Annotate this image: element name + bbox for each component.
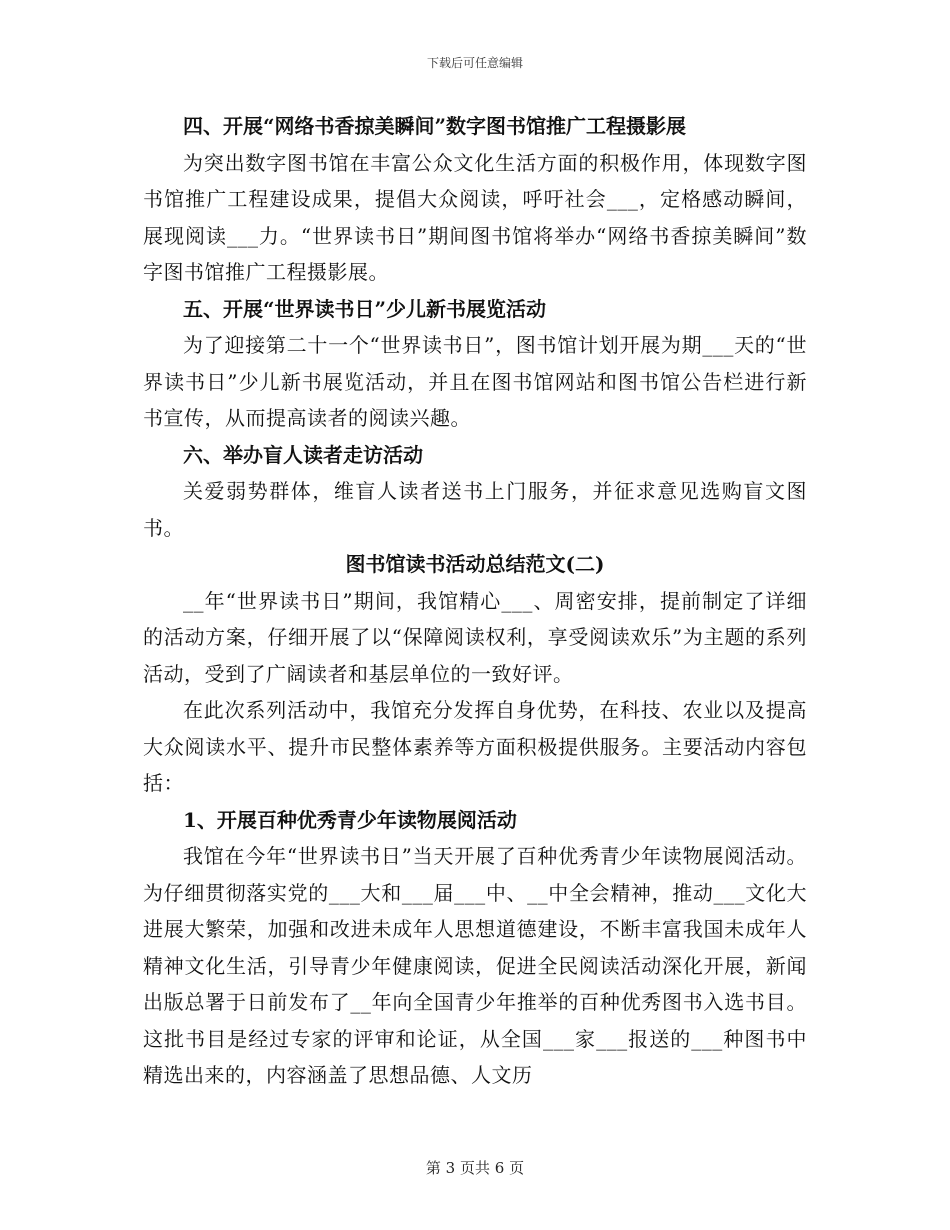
- article-intro-paragraph: __年“世界读书日”期间，我馆精心___、周密安排，提前制定了详细的活动方案，仔细开展了以“保障阅读权利，享受阅读欢乐”为主题的系列活动，受到了广阔读者和基层单位的一致好评。: [143, 588, 807, 686]
- document-body: [143, 108, 807, 1094]
- section-paragraph: 关爱弱势群体，维盲人读者送书上门服务，并征求意见选购盲文图书。: [143, 479, 807, 540]
- section-paragraph: 为突出数字图书馆在丰富公众文化生活方面的积极作用，体现数字图书馆推广工程建设成果，提倡大众阅读，呼吁社会___，定格感动瞬间，展现阅读___力。“世界读书日”期间图书馆将举办“网络书香掠美瞬间”数字图书馆推广工程摄影展。: [143, 150, 807, 284]
- section-heading: 六、举办盲人读者走访活动: [183, 442, 423, 467]
- subsection-heading: 1、开展百种优秀青少年读物展阅活动: [183, 807, 517, 832]
- page-header: 下载后可任意编辑: [426, 56, 523, 70]
- subsection-paragraph: 我馆在今年“世界读书日”当天开展了百种优秀青少年读物展阅活动。为仔细贯彻落实党的___大和___届___中、__中全会精神，推动___文化大进展大繁荣，加强和改进未成年人思想道德建设，不断丰富我国未成年人精神文化生活，引导青少年健康阅读，促进全民阅读活动深化开展，新闻出版总署于日前发布了__年向全国青少年推举的百种优秀图书入选书目。这批书目是经过专家的评审和论证，从全国___家___报送的___种图书中精选出来的，内容涵盖了思想品德、人文历: [143, 844, 807, 1087]
- page-footer: 第 3 页共 6 页: [425, 1159, 525, 1177]
- article-intro-paragraph: 在此次系列活动中，我馆充分发挥自身优势，在科技、农业以及提高大众阅读水平、提升市民整体素养等方面积极提供服务。主要活动内容包括：: [143, 698, 807, 795]
- section-heading: 五、开展“世界读书日”少儿新书展览活动: [183, 296, 547, 321]
- section-paragraph: 为了迎接第二十一个“世界读书日”，图书馆计划开展为期___天的“世界读书日”少儿新书展览活动，并且在图书馆网站和图书馆公告栏进行新书宣传，从而提高读者的阅读兴趣。: [143, 333, 807, 430]
- section-heading: 四、开展“网络书香掠美瞬间”数字图书馆推广工程摄影展: [183, 114, 687, 138]
- article-title: 图书馆读书活动总结范文(二): [345, 552, 605, 576]
